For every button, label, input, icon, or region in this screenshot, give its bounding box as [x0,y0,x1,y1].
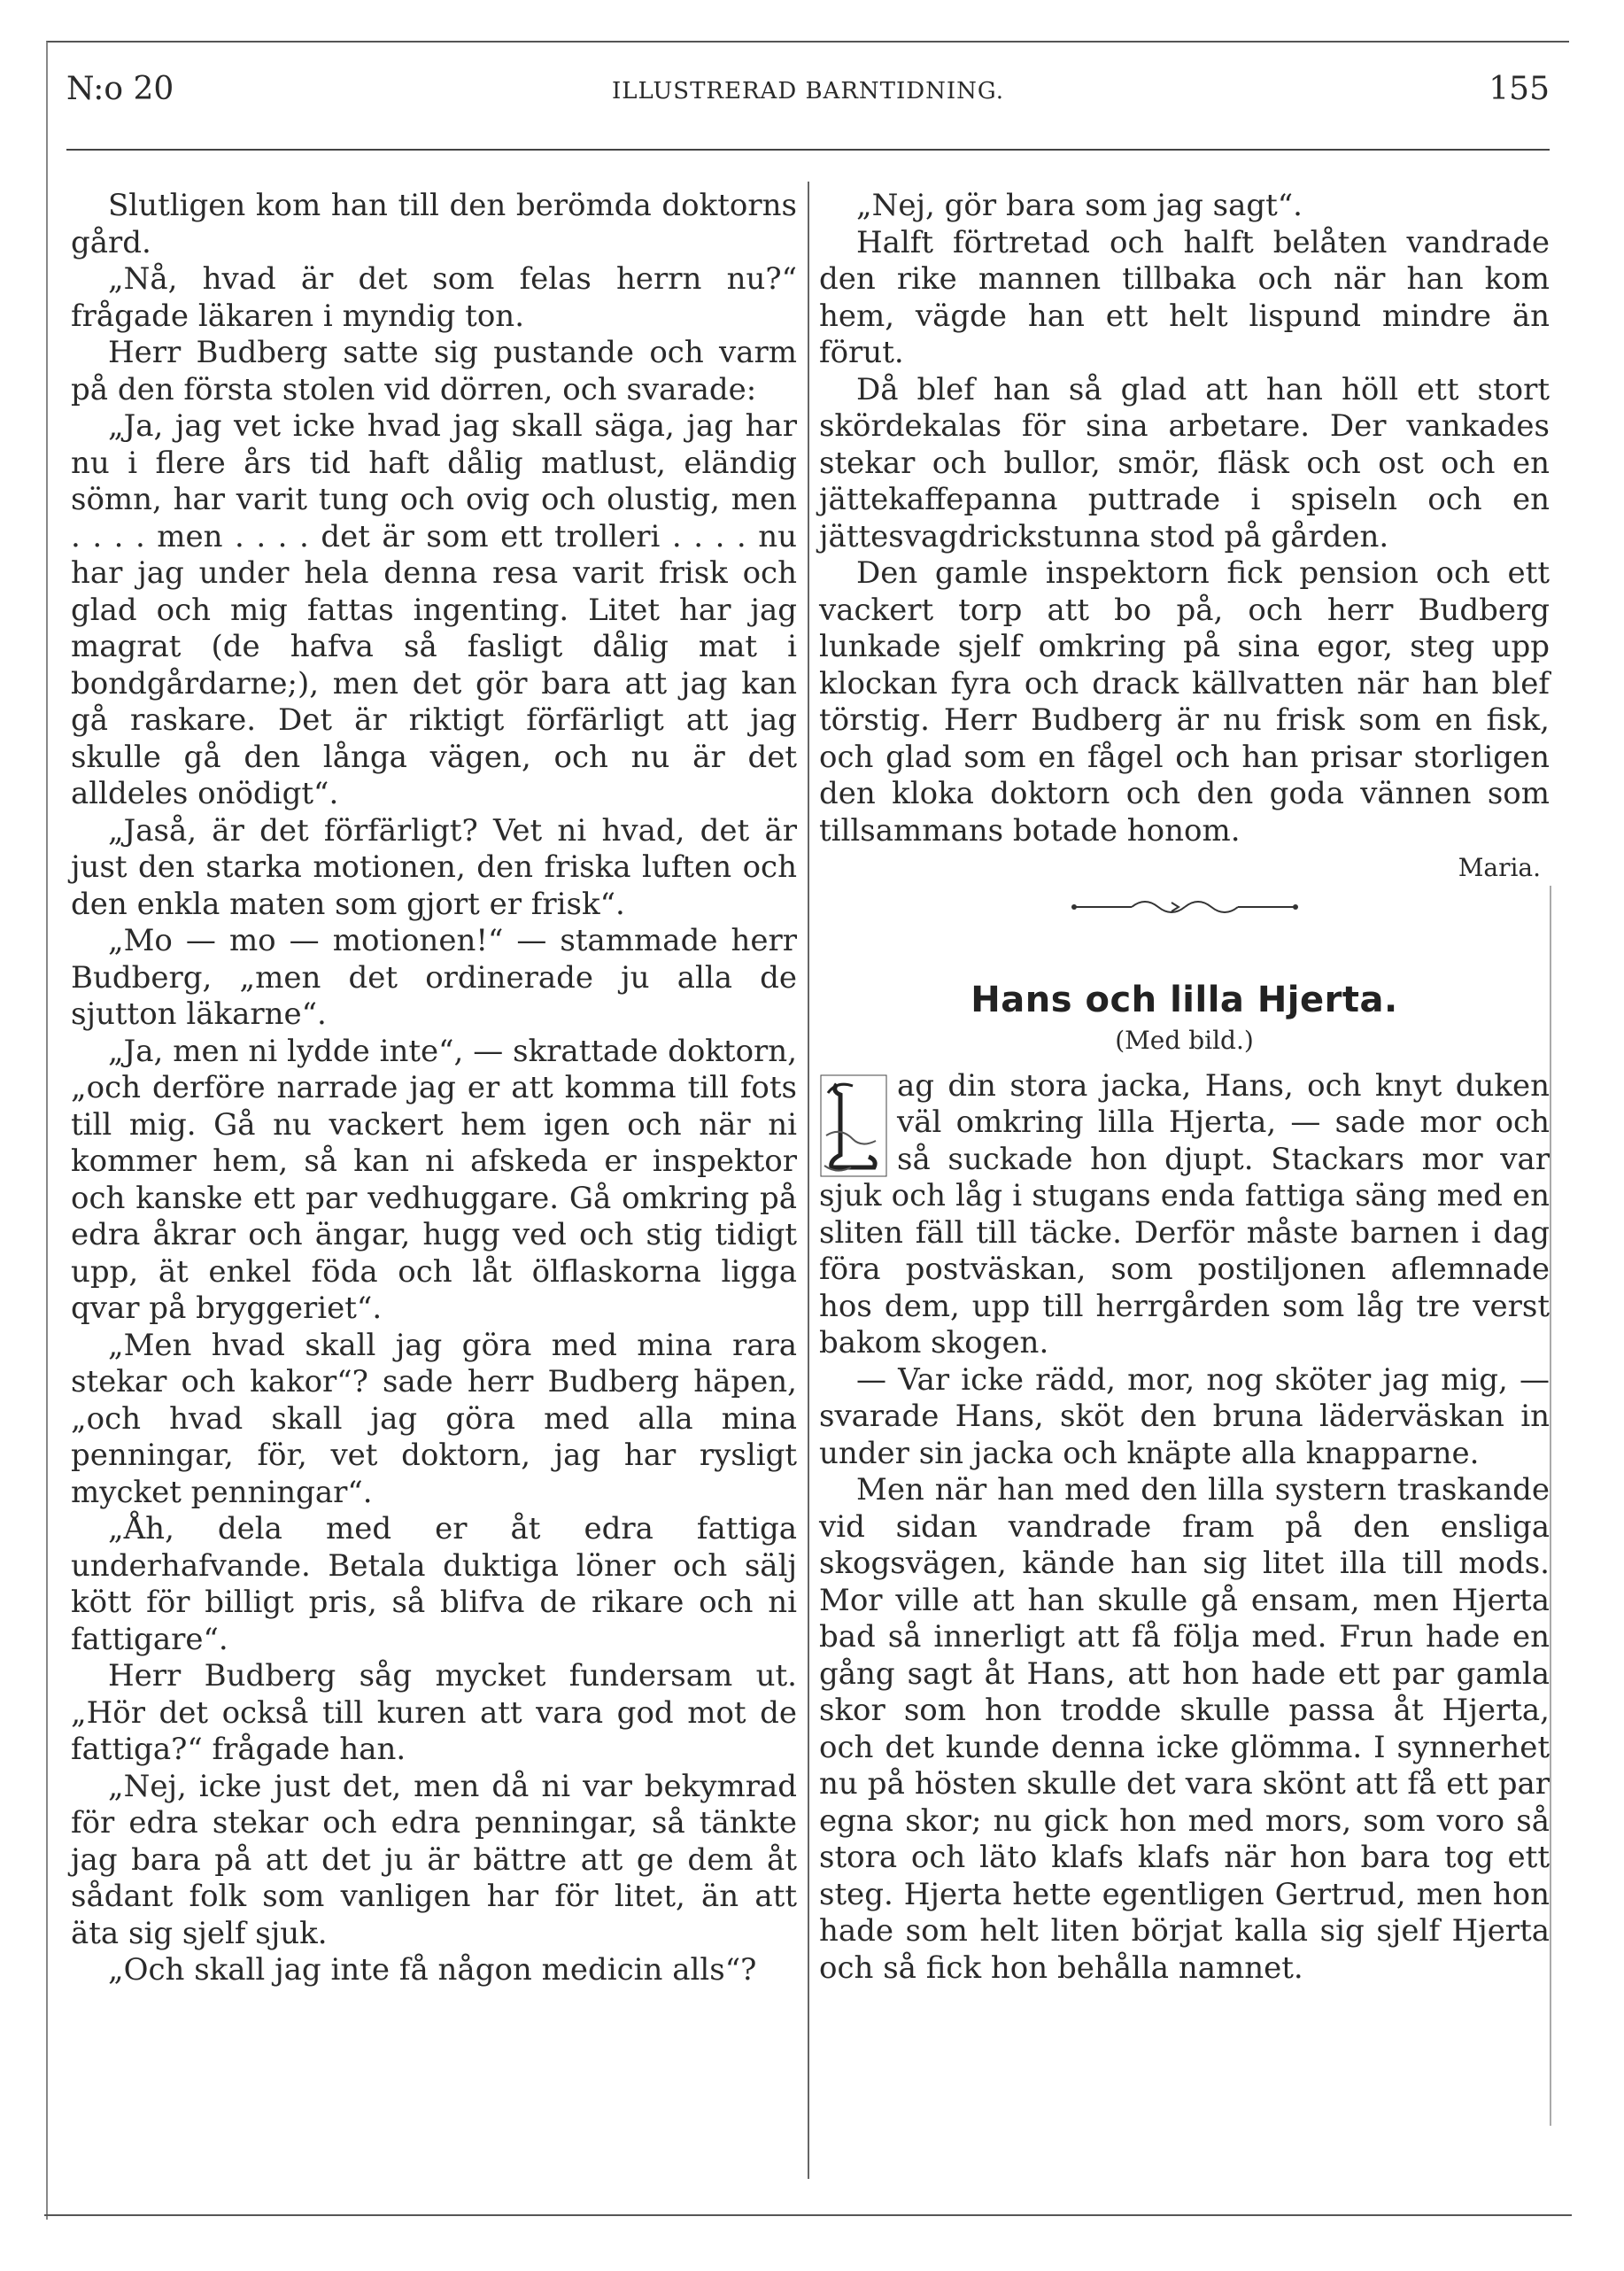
paragraph: Den gamle inspektorn fick pension och ett vackert torp att bo på, och herr Budberg lunkade sjelf omkring på sina egor, steg upp klockan fyra och drack källvatten när han blef törstig. Herr Budberg är nu frisk som en fisk, och glad som en fågel och han prisar storligen den kloka doktorn och den goda vännen som tillsammans botade honom. [819,555,1550,849]
paragraph: Herr Budberg såg mycket fundersam ut. „Hör det också till kuren att vara god mot de fattiga?“ frågade han. [71,1658,797,1767]
ornament-divider-icon [1070,894,1300,920]
paragraph: Slutligen kom han till den berömda doktorns gård. [71,188,797,260]
paragraph: „Ja, jag vet icke hvad jag skall säga, jag har nu i flere års tid haft dålig matlust, eländig sömn, har varit tung och ovig och olustig, men . . . . men . . . . det är som ett trolleri . . . . nu har jag under hela denna resa varit frisk och glad och mig fattas ingenting. Litet har jag magrat (de hafva så fasligt dålig mat i bondgårdarne;), men det gör bara att jag kan gå raskare. Det är riktigt förfärligt att jag skulle gå den långa vägen, och nu är det alldeles onödigt“. [71,408,797,811]
paragraph: „Nej, gör bara som jag sagt“. [856,188,1303,223]
page-header [66,71,1550,115]
column-divider [808,182,809,2179]
author-signature: Maria. [1458,853,1541,882]
paragraph: Men när han med den lilla systern traskande vid sidan vandrade fram på den ensliga skogsvägen, kände han sig litet illa till mods. Mor ville att han skulle gå ensam, men Hjerta bad så innerligt att få följa med. Frun hade en gång sagt åt Hans, att hon hade ett par gamla skor som hon trodde skulle passa åt Hjerta, och det kunde denna icke glömma. I synnerhet nu på hösten skulle det vara skönt att få ett par egna skor; nu gick hon med mors, som voro så stora och läto klafs klafs när hon bara tog ett steg. Hjerta hette egentligen Gertrud, men hon hade som helt liten börjat kalla sig sjelf Hjerta och så fick hon behålla namnet. [819,1472,1550,1986]
publication-title: ILLUSTRERAD BARNTIDNING. [611,78,1004,105]
paragraph: „Nå, hvad är det som felas herrn nu?“ frågade läkaren i myndig ton. [71,261,797,334]
paragraph: „Jaså, är det förfärligt? Vet ni hvad, det är just den starka motionen, den friska luften och den enkla maten som gjort er frisk“. [71,812,797,922]
paragraph: „Nej, icke just det, men då ni var bekymrad för edra stekar och edra penningar, så tänkte jag bara på att det ju är bättre att ge dem åt sådant folk som vanligen har för litet, än att äta sig sjelf sjuk. [71,1768,797,1951]
article-title: Hans och lilla Hjerta. [971,979,1398,1020]
paragraph: „Men hvad skall jag göra med mina rara stekar och kakor“? sade herr Budberg häpen, „och hvad skall jag göra med alla mina penningar, för, vet doktorn, jag har rysligt mycket penningar“. [71,1327,797,1510]
paragraph: — Var icke rädd, mor, nog sköter jag mig, — svarade Hans, sköt den bruna läderväskan in under sin jacka och knäpte alla knapparne. [819,1361,1550,1471]
issue-number: N:o 20 [66,71,174,107]
left-column [71,188,797,1989]
page-number: 155 [1489,71,1550,107]
right-edge-rule [1550,886,1551,2126]
article-first-paragraph [819,1068,1550,1362]
paragraph-text: ag din stora jacka, Hans, och knyt duken väl omkring lilla Hjerta, — sade mor och så suckade hon djupt. Stackars mor var sjuk och låg i stugans enda fattiga säng med en sliten fäll till täcke. Derför måste barnen i dag föra postväskan, som postiljonen aflemnade hos dem, upp till herrgården som låg tre verst bakom skogen. [819,1067,1550,1360]
paragraph: „Åh, dela med er åt edra fattiga underhafvande. Betala duktiga löner och sälj kött för billigt pris, så blifva de rikare och ni fattigare“. [71,1511,797,1657]
paragraph: Herr Budberg satte sig pustande och varm på den första stolen vid dörren, och svarade: [71,335,797,407]
article-subtitle: (Med bild.) [1115,1026,1254,1055]
right-column [819,188,1550,1987]
paragraph: Då blef han så glad att han höll ett stort skördekalas för sina arbetare. Der vankades stekar och bullor, smör, fläsk och ost och en jättekaffepanna puttrade i spiseln och en jättesvagdrickstunna stod på gården. [819,371,1550,554]
footer-rule [44,2214,1572,2216]
paragraph: „Och skall jag inte få någon medicin alls“? [108,1952,757,1988]
dropcap-l-icon [819,1073,888,1178]
header-rule [66,149,1550,151]
paragraph: „Mo — mo — motionen!“ — stammade herr Budberg, „men det ordinerade ju alla de sjutton läkarne“. [71,923,797,1032]
paragraph: „Ja, men ni lydde inte“, — skrattade doktorn, „och derföre narrade jag er att komma till fots till mig. Gå nu vackert hem igen och när ni kommer hem, så kan ni afskeda er inspektor och kanske ett par vedhuggare. Gå omkring på edra åkrar och ängar, hugg ved och stig tidigt upp, ät enkel föda och låt ölflaskorna ligga qvar på bryggeriet“. [71,1033,797,1326]
paragraph: Halft förtretad och halft belåten vandrade den rike mannen tillbaka och när han kom hem, vägde han ett helt lispund mindre än förut. [819,224,1550,370]
